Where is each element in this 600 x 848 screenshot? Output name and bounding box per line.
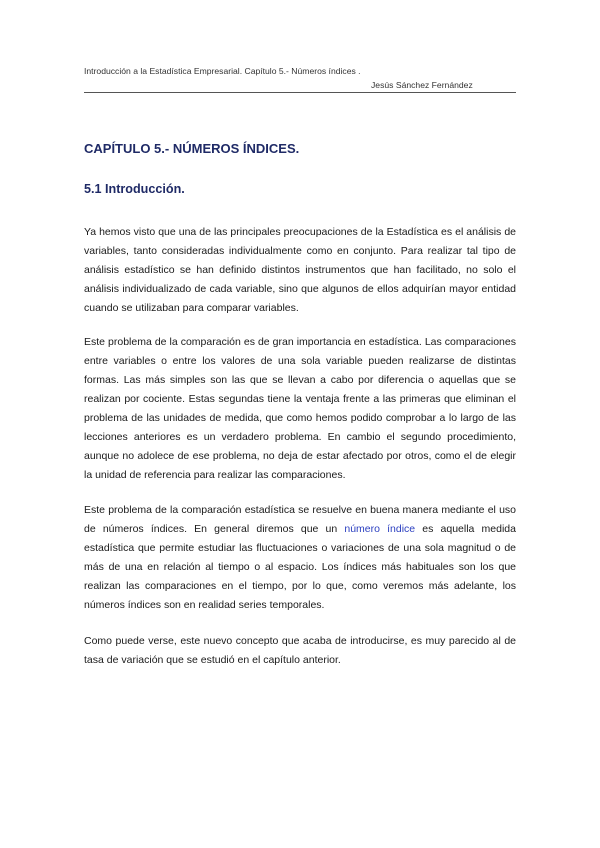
paragraph-1: Ya hemos visto que una de las principales preocupaciones de la Estadística es el análisis de variables, tanto consideradas individualmente como en conjunto. Para realizar tal tipo de análisis estadístico se han definido distintos instrumentos que han facilitado, no solo el análisis individualizado de cada variable, sino que algunos de ellos adquirían mayor entidad cuando se utilizaban para comparar variables. xyxy=(84,226,516,314)
running-header-author: Jesús Sánchez Fernández xyxy=(371,80,473,90)
chapter-title: CAPÍTULO 5.- NÚMEROS ÍNDICES. xyxy=(84,141,300,156)
paragraph-4: Como puede verse, este nuevo concepto que acaba de introducirse, es muy parecido al de tasa de variación que se estudió en el capítulo anterior. xyxy=(84,635,516,666)
section-title: 5.1 Introducción. xyxy=(84,182,185,196)
running-header-course: Introducción a la Estadística Empresarial. Capítulo 5.- Números índices . xyxy=(84,66,361,76)
paragraph-3-text-before: Este problema de la comparación estadística se resuelve en buena manera mediante el uso de números índices. En general diremos que un xyxy=(84,504,516,535)
numero-indice-link[interactable]: número índice xyxy=(344,523,416,535)
paragraph-2: Este problema de la comparación es de gran importancia en estadística. Las comparaciones entre variables o entre los valores de una sola variable pueden realizarse de distintas formas. Las más simples son las que se llevan a cabo por diferencia o aquellas que se realizan por cociente. Estas segundas tiene la ventaja frente a las primeras que eliminan el problema de las unidades de medida, que como hemos podido comprobar a lo largo de las lecciones anteriores es un verdadero problema. En cambio el segundo procedimiento, aunque no adolece de ese problema, no deja de estar afectado por otros, como el de elegir la unidad de referencia para realizar las comparaciones. xyxy=(84,336,516,481)
paragraph-3-text-after: es aquella medida estadística que permite estudiar las fluctuaciones o variaciones de una sola magnitud o de más de una en relación al tiempo o al espacio. Los índices más habituales son los que realizan las comparaciones en el tiempo, por lo que, como veremos más adelante, los números índices son en realidad series temporales. xyxy=(84,523,516,611)
header-divider xyxy=(84,92,516,93)
paragraph-3 xyxy=(84,501,516,615)
